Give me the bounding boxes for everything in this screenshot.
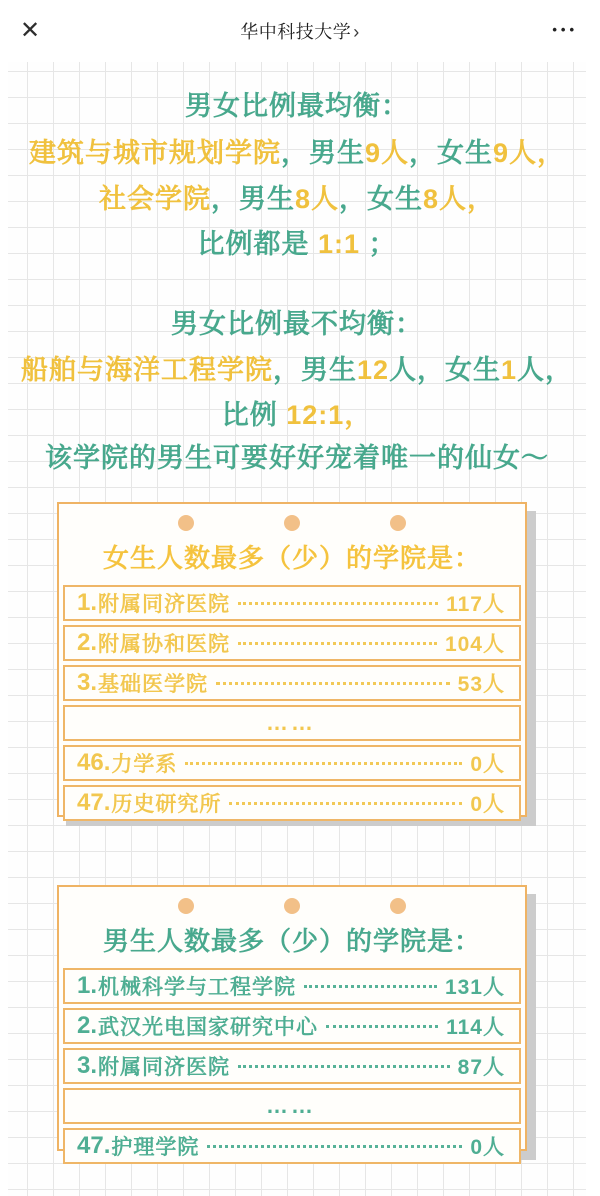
account-title-text: 华中科技大学 bbox=[240, 22, 352, 42]
balanced-line1 bbox=[8, 131, 586, 170]
row-name: 历史研究所 bbox=[111, 793, 222, 816]
card-dot bbox=[284, 515, 300, 531]
text-segment: 12 bbox=[356, 355, 389, 385]
card-dot bbox=[284, 898, 300, 914]
row-rank: 47. bbox=[77, 1132, 111, 1159]
text-segment: 社会学院 bbox=[98, 184, 211, 214]
table-row bbox=[63, 968, 521, 1004]
text-segment: 人， bbox=[517, 355, 574, 385]
text-segment: 1 bbox=[501, 355, 518, 385]
ellipsis-row bbox=[63, 705, 521, 741]
row-name: 基础医学院 bbox=[98, 673, 209, 696]
ellipsis-label: …… bbox=[266, 1093, 316, 1118]
card-title: 男生人数最多（少）的学院是： bbox=[102, 926, 481, 956]
unbalanced-line1 bbox=[8, 348, 586, 387]
dotted-leader bbox=[238, 602, 438, 605]
row-rank: 2. bbox=[77, 1012, 98, 1039]
unbalanced-line2 bbox=[8, 393, 586, 432]
row-value: 104人 bbox=[444, 633, 505, 656]
row-name: 武汉光电国家研究中心 bbox=[98, 1016, 319, 1039]
text-segment: 8人， bbox=[423, 184, 496, 214]
text-segment: ，女生 bbox=[339, 184, 423, 214]
row-rank: 1. bbox=[77, 972, 98, 999]
dotted-leader bbox=[216, 682, 450, 685]
row-rank: 1. bbox=[77, 589, 98, 616]
text-segment: 8人 bbox=[294, 184, 339, 214]
card-dot bbox=[390, 515, 406, 531]
more-menu-icon[interactable]: ••• bbox=[552, 22, 578, 37]
row-value: 117人 bbox=[446, 593, 505, 616]
text-segment: 比例都是 bbox=[197, 229, 318, 259]
card-female-ranking bbox=[57, 502, 527, 817]
card-dots bbox=[63, 515, 521, 531]
table-row bbox=[63, 785, 521, 821]
row-value: 0人 bbox=[470, 793, 505, 816]
balanced-line3 bbox=[8, 222, 586, 261]
row-rank: 3. bbox=[77, 1052, 98, 1079]
text-segment: ； bbox=[360, 229, 397, 259]
dotted-leader bbox=[229, 802, 462, 805]
card-male-ranking bbox=[57, 885, 527, 1159]
row-name: 机械科学与工程学院 bbox=[98, 976, 297, 999]
chevron-right-icon: › bbox=[353, 22, 360, 42]
unbalanced-line3: 该学院的男生可要好好宠着唯一的仙女～ bbox=[45, 443, 549, 473]
row-value: 0人 bbox=[470, 753, 505, 776]
text-segment: 9人 bbox=[364, 138, 409, 168]
row-name: 附属协和医院 bbox=[98, 633, 231, 656]
table-row bbox=[63, 665, 521, 701]
card-dot bbox=[178, 515, 194, 531]
text-segment: 船舶与海洋工程学院 bbox=[20, 355, 273, 385]
ranking-table bbox=[63, 968, 521, 1164]
dotted-leader bbox=[238, 642, 437, 645]
balanced-heading: 男女比例最均衡： bbox=[185, 91, 409, 121]
text-segment: 人，女生 bbox=[389, 355, 501, 385]
row-name: 附属同济医院 bbox=[98, 593, 231, 616]
unbalanced-heading: 男女比例最不均衡： bbox=[171, 309, 423, 339]
row-name: 力学系 bbox=[111, 753, 178, 776]
row-value: 114人 bbox=[446, 1016, 505, 1039]
ranking-table bbox=[63, 585, 521, 821]
text-segment: 12:1， bbox=[286, 400, 373, 430]
card-dots bbox=[63, 898, 521, 914]
row-rank: 2. bbox=[77, 629, 98, 656]
card-dot bbox=[390, 898, 406, 914]
text-segment: ，男生 bbox=[272, 355, 357, 385]
dotted-leader bbox=[326, 1025, 438, 1028]
row-name: 附属同济医院 bbox=[98, 1056, 231, 1079]
table-row bbox=[63, 625, 521, 661]
card-title: 女生人数最多（少）的学院是： bbox=[102, 543, 481, 573]
text-segment: ，男生 bbox=[280, 138, 365, 168]
close-icon[interactable]: ✕ bbox=[20, 17, 41, 44]
text-segment: ，女生 bbox=[409, 138, 493, 168]
ellipsis-label: …… bbox=[266, 710, 316, 735]
dotted-leader bbox=[207, 1145, 462, 1148]
dotted-leader bbox=[238, 1065, 450, 1068]
balanced-line2 bbox=[8, 177, 586, 216]
account-title[interactable] bbox=[0, 18, 600, 44]
text-segment: ，男生 bbox=[210, 184, 295, 214]
text-segment: 9人， bbox=[493, 138, 566, 168]
text-segment: 比例 bbox=[221, 400, 287, 430]
row-name: 护理学院 bbox=[111, 1136, 200, 1159]
table-row bbox=[63, 1128, 521, 1164]
row-value: 53人 bbox=[457, 673, 505, 696]
row-value: 131人 bbox=[444, 976, 505, 999]
text-segment: 1:1 bbox=[317, 229, 361, 259]
card-dot bbox=[178, 898, 194, 914]
ellipsis-row bbox=[63, 1088, 521, 1124]
dotted-leader bbox=[185, 762, 462, 765]
row-rank: 3. bbox=[77, 669, 98, 696]
table-row bbox=[63, 745, 521, 781]
row-value: 87人 bbox=[457, 1056, 505, 1079]
table-row bbox=[63, 1048, 521, 1084]
row-value: 0人 bbox=[470, 1136, 505, 1159]
dotted-leader bbox=[304, 985, 437, 988]
row-rank: 46. bbox=[77, 749, 111, 776]
table-row bbox=[63, 1008, 521, 1044]
text-segment: 建筑与城市规划学院 bbox=[28, 138, 281, 168]
header-bar bbox=[0, 0, 600, 62]
table-row bbox=[63, 585, 521, 621]
row-rank: 47. bbox=[77, 789, 111, 816]
